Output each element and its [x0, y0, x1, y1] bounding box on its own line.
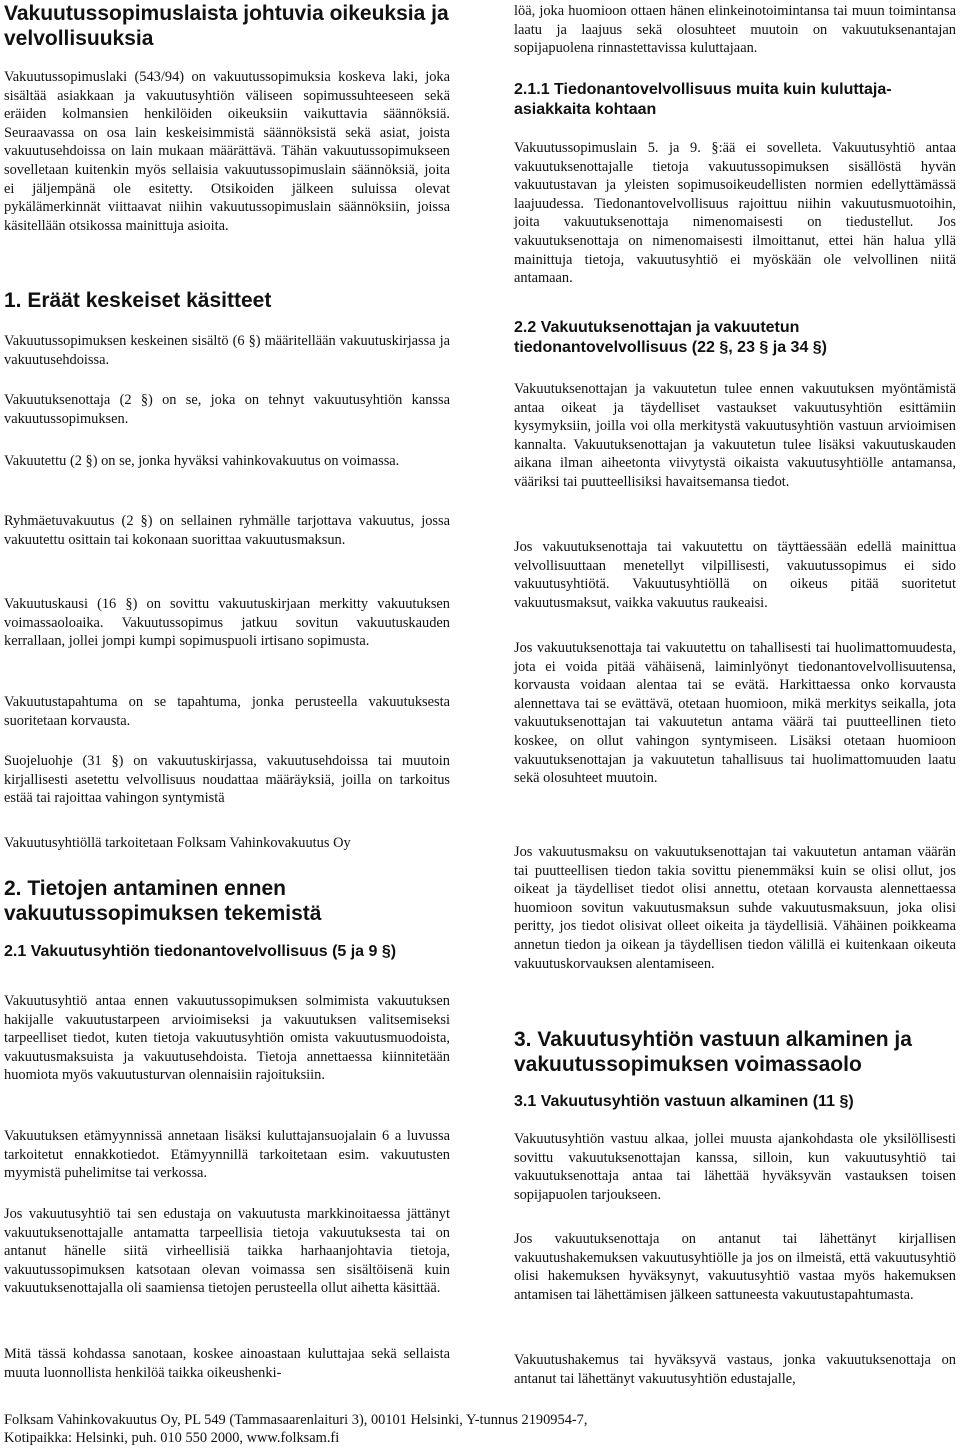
- paragraph-vakuutuskausi: Vakuutuskausi (16 §) on sovittu vakuutuskirjaan merkitty vakuutuksen voimassaoloaika. Vakuutussopimus jatkuu sovitun vakuutuskauden kerrallaan, jollei jompi kumpi sopimuspuoli irtisano sopimusta.: [4, 596, 450, 650]
- section-2-heading: 2. Tietojen antaminen ennen vakuutussopimuksen tekemistä: [4, 877, 322, 925]
- intro-paragraph: Vakuutussopimuslaki (543/94) on vakuutussopimuksia koskeva laki, joka sisältää asiakkaan ja vakuutusyhtiön väliseen sopimussuhteeseen sekä eräiden kolmansien henkilöiden oikeuksiin vaikuttavia säännöksiä. Seuraavassa on osa lain keskeisimmistä säännöksistä sekä asiat, joista vakuutusehdoissa on lain mukaan määrättävä. Tähän vakuutussopimukseen sovelletaan kuitenkin myös sellaisia vakuutussopimuslain säännöksiä, joita ei jäljempänä ole esitetty. Otsikoiden jälkeen suluissa olevat pykälämerkinnät viittaavat niihin vakuutussopimuslain säännöksiin, joissa käsitellään otsikossa mainittuja asioita.: [4, 69, 450, 234]
- paragraph-2-2-d: Jos vakuutusmaksu on vakuutuksenottajan tai vakuutetun antaman väärän tai puutteellisen tiedon takia sovittu pienemmäksi kuin se olisi ollut, jos oikeat ja täydelliset tiedot olisi annettu, otetaan korvausta alennettaessa huomioon sovitun vakuutusmaksun suhde vakuutusmaksuun, joka olisi peritty, jos tiedot olisivat olleet oikeita ja täydellisiä. Vähäinen poikkeama annetun tiedon ja oikean ja täydellisen tiedon välillä ei kuitenkaan oikeuta vakuutuskorvauksen alentamiseen.: [514, 844, 956, 972]
- page-footer: [4, 1411, 904, 1447]
- paragraph-vakuutuksenottaja: Vakuutuksenottaja (2 §) on se, joka on tehnyt vakuutusyhtiön kanssa vakuutussopimuksen.: [4, 392, 450, 427]
- paragraph-ryhmaetuvakuutus: Ryhmäetuvakuutus (2 §) on sellainen ryhmälle tarjottava vakuutus, jossa vakuutettu osittain tai kokonaan suorittaa vakuutusmaksun.: [4, 513, 450, 548]
- section-2-2-heading: 2.2 Vakuutuksenottajan ja vakuutetun tiedonantovelvollisuus (22 §, 23 § ja 34 §): [514, 319, 828, 356]
- paragraph-2-1-c: Jos vakuutusyhtiö tai sen edustaja on vakuutusta markkinoitaessa jättänyt vakuutuksenottajalle antamatta tarpeellisia tietoja vakuutuksesta tai on antanut hänelle siitä virheellisiä taikka harhaanjohtavia tietoja, vakuutussopimuksen katsotaan olevan voimassa sen sisältöisenä kuin vakuutuksenottajalla oli saamiensa tietojen perusteella ollut aihetta käsittää.: [4, 1206, 450, 1297]
- section-3-heading: 3. Vakuutusyhtiön vastuun alkaminen ja vakuutussopimuksen voimassaolo: [514, 1028, 912, 1076]
- paragraph-2-1-1: Vakuutussopimuslain 5. ja 9. §:ää ei sovelleta. Vakuutusyhtiö antaa vakuutuksenottajalle tietoja vakuutussopimuksen sisällöstä hyvän vakuutustavan ja yleisten sopimusoikeudellisten normien edellyttämässä laajuudessa. Tiedonantovelvollisuus rajoittuu niihin vakuutusmuotoihin, joita vakuutuksenottaja nimenomaisesti on tiedustellut. Jos vakuutuksenottaja on nimenomaisesti ilmoittanut, ettei hän halua yllä mainittuja tietoja, vakuutusyhtiö ei myöskään ole velvollinen niitä antamaan.: [514, 140, 956, 287]
- section-2-1-heading: 2.1 Vakuutusyhtiön tiedonantovelvollisuus (5 ja 9 §): [4, 943, 397, 960]
- paragraph-3-1-b: Jos vakuutuksenottaja on antanut tai lähettänyt kirjallisen vakuutushakemuksen vakuutusyhtiölle ja jos on ilmeistä, että vakuutusyhtiö olisi hakemuksen hyväksynyt, vakuutusyhtiö vastaa myös hakemuksen antamisen tai lähettämisen jälkeen sattuneesta vakuutustapahtumasta.: [514, 1231, 956, 1303]
- paragraph-2-1-d: Mitä tässä kohdassa sanotaan, koskee ainoastaan kuluttajaa sekä sellaista muuta luonnollista henkilöä taikka oikeushenki-: [4, 1346, 450, 1381]
- paragraph-vakuutustapahtuma: Vakuutustapahtuma on se tapahtuma, jonka perusteella vakuutuksesta suoritetaan korvausta.: [4, 694, 450, 729]
- footer-address-line: Folksam Vahinkovakuutus Oy, PL 549 (Tammasaarenlaituri 3), 00101 Helsinki, Y-tunnus 2190954-7,: [4, 1412, 588, 1428]
- paragraph-2-2-c: Jos vakuutuksenottaja tai vakuutettu on tahallisesti tai huolimattomuudesta, jota ei voida pitää vähäisenä, laiminlyönyt tiedonantovelvollisuutensa, korvausta voidaan alentaa tai se evätä. Harkittaessa onko korvausta alennettava tai se evättävä, otetaan huomioon, mikä merkitys seikalla, jota vakuutuksenottajan tai vakuutetun antama väärä tai puutteellinen tieto koskee, on ollut vahingon syntymiseen. Lisäksi otetaan huomioon vakuutuksenottajan ja vakuutetun tahallisuus tai huolimattomuuden laatu sekä olosuhteet muutoin.: [514, 640, 956, 787]
- paragraph-suojeluohje: Suojeluohje (31 §) on vakuutuskirjassa, vakuutusehdoissa tai muutoin kirjallisesti asetettu velvollisuus noudattaa määräyksiä, joilla on tarkoitus estää tai rajoittaa vahingon syntymistä: [4, 753, 450, 807]
- paragraph-vakuutettu: Vakuutettu (2 §) on se, jonka hyväksi vahinkovakuutus on voimassa.: [4, 453, 400, 469]
- paragraph-continued: löä, joka huomioon ottaen hänen elinkeinotoimintansa tai muun toimintansa laatu ja laajuus sekä olosuhteet muutoin on vakuutuksenantajan sopijapuolena rinnastettavissa kuluttajaan.: [514, 3, 956, 57]
- footer-contact-line: Kotipaikka: Helsinki, puh. 010 550 2000, www.folksam.fi: [4, 1430, 340, 1446]
- section-1-heading: 1. Eräät keskeiset käsitteet: [4, 289, 272, 312]
- paragraph-3-1-c: Vakuutushakemus tai hyväksyvä vastaus, jonka vakuutuksenottaja on antanut tai lähettänyt vakuutusyhtiön edustajalle,: [514, 1352, 956, 1387]
- paragraph-vakuutusyhtio: Vakuutusyhtiöllä tarkoitetaan Folksam Vahinkovakuutus Oy: [4, 835, 351, 851]
- paragraph-2-1-a: Vakuutusyhtiö antaa ennen vakuutussopimuksen solmimista vakuutuksen hakijalle vakuutustarpeen arvioimiseksi ja vakuutuksen valitsemiseksi tarpeelliset tiedot, kuten tietoja vakuutusyhtiön omista vakuutusmuodoista, vakuutusmaksuista ja vakuutusehdoista. Tietoja annettaessa kiinnitetään huomiota myös vakuutusturvan olennaisiin rajoituksiin.: [4, 993, 450, 1084]
- paragraph-3-1-a: Vakuutusyhtiön vastuu alkaa, jollei muusta ajankohdasta ole yksilöllisesti sovittu vakuutuksenottajan kanssa, silloin, kun vakuutusyhtiö tai vakuutuksenottaja antaa tai lähettää hyväksyvän vastauksen toisen sopijapuolen tarjoukseen.: [514, 1131, 956, 1203]
- paragraph-2-2-b: Jos vakuutuksenottaja tai vakuutettu on täyttäessään edellä mainittua velvollisuuttaan menetellyt vilpillisesti, vakuutussopimus ei sido vakuutusyhtiötä. Vakuutusyhtiöllä on oikeus pitää suoritetut vakuutusmaksut, vaikka vakuutus raukeaisi.: [514, 539, 956, 611]
- paragraph-2-1-b: Vakuutuksen etämyynnissä annetaan lisäksi kuluttajansuojalain 6 a luvussa tarkoitetut ennakkotiedot. Etämyynnillä tarkoitetaan esim. vakuutusten myymistä puhelimitse tai verkossa.: [4, 1128, 450, 1182]
- document-title: Vakuutussopimuslaista johtuvia oikeuksia ja velvollisuuksia: [4, 2, 449, 50]
- section-2-1-1-heading: 2.1.1 Tiedonantovelvollisuus muita kuin kuluttaja-asiakkaita kohtaan: [514, 81, 892, 118]
- paragraph-2-2-a: Vakuutuksenottajan ja vakuutetun tulee ennen vakuutuksen myöntämistä antaa oikeat ja täydelliset vastaukset vakuutusyhtiön esittämiin kysymyksiin, joilla voi olla merkitystä vakuutusyhtiön vastuun arvioimisen kannalta. Vakuutuksenottajan ja vakuutetun tulee lisäksi vakuutuskauden aikana ilman aiheetonta viivytystä oikaista vakuutusyhtiölle antamansa, vääriksi tai puutteellisiksi havaitsemansa tiedot.: [514, 381, 956, 490]
- paragraph-keskeinen-sisalto: Vakuutussopimuksen keskeinen sisältö (6 §) määritellään vakuutuskirjassa ja vakuutusehdoissa.: [4, 333, 450, 368]
- section-3-1-heading: 3.1 Vakuutusyhtiön vastuun alkaminen (11 §): [514, 1093, 854, 1110]
